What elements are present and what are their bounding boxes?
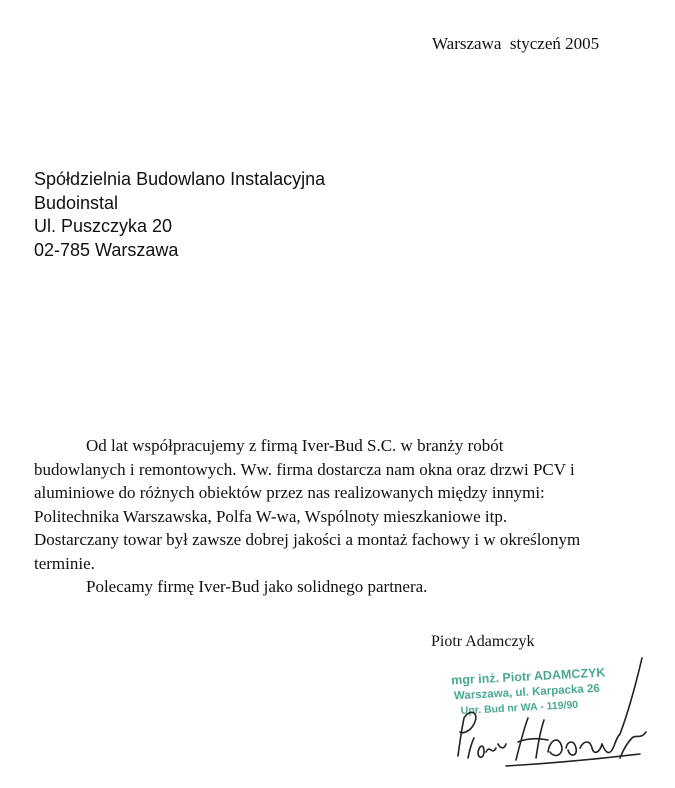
recipient-short-name: Budoinstal	[34, 192, 119, 213]
recipient-name: Spółdzielnia Budowlano Instalacyjna	[34, 169, 326, 189]
body-line: Od lat współpracujemy z firmą Iver-Bud S.C. w branży robót	[86, 436, 504, 455]
letter-date: Warszawa styczeń 2005	[432, 34, 600, 53]
recipient-street: Ul. Puszczyka 20	[34, 216, 173, 236]
body-line: aluminiowe do różnych obiektów przez nas realizowanych między innymi:	[34, 483, 545, 502]
stamp-line: Upr. Bud nr WA - 119/90	[460, 698, 579, 718]
handwritten-signature	[450, 648, 665, 778]
letter-body	[34, 434, 670, 599]
body-line: Dostarczany towar był zawsze dobrej jakości a montaż fachowy i w określonym	[34, 530, 581, 549]
body-line: Polecamy firmę Iver-Bud jako solidnego partnera.	[86, 577, 428, 596]
stamp-line: Warszawa, ul. Karpacka 26	[453, 682, 601, 702]
recipient-city: 02-785 Warszawa	[34, 239, 179, 260]
stamp-line: mgr inż. Piotr ADAMCZYK	[450, 665, 606, 688]
signer-name: Piotr Adamczyk	[431, 633, 535, 650]
body-line: terminie.	[34, 553, 95, 573]
body-line: budowlanych i remontowych. Ww. firma dostarcza nam okna oraz drzwi PCV i	[34, 459, 575, 479]
body-line: Politechnika Warszawska, Polfa W-wa, Wspólnoty mieszkaniowe itp.	[34, 506, 508, 526]
recipient-address	[34, 168, 325, 262]
